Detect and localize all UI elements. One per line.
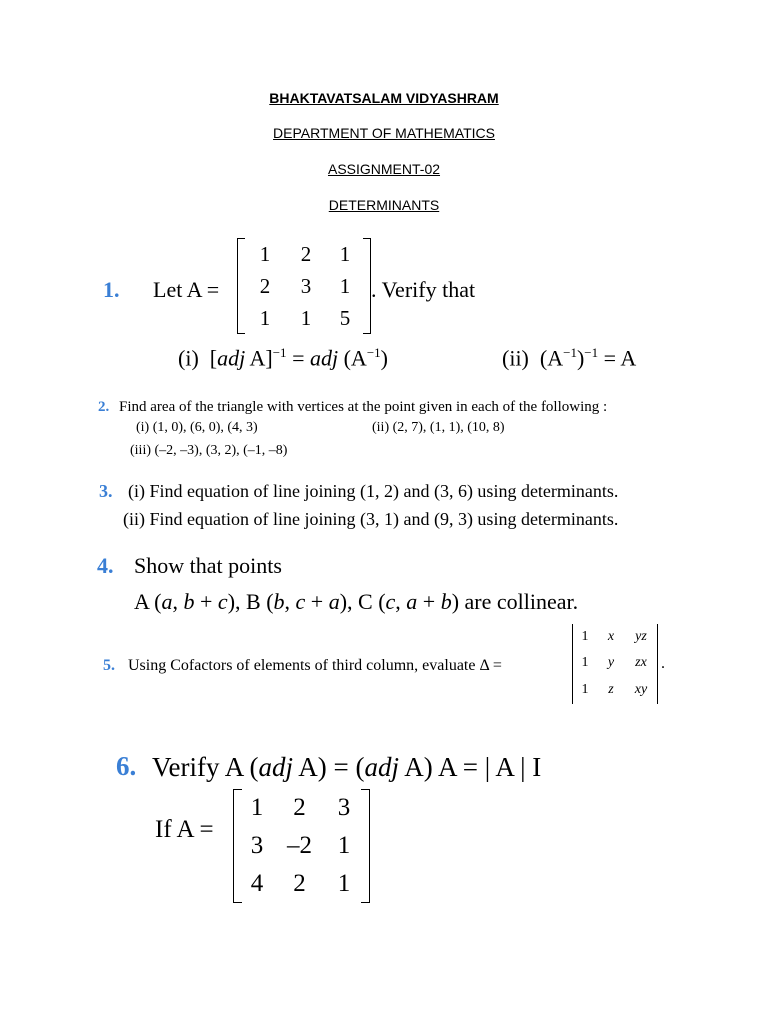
matrix-cell: 3 [300, 274, 312, 298]
matrix-cell: 1 [259, 242, 271, 266]
determinant-cell: 1 [581, 682, 589, 697]
matrix-cell: 4 [250, 870, 264, 897]
determinant-right-bar [657, 624, 658, 704]
determinant-cell: 1 [581, 629, 589, 644]
question-1-tail: . Verify that [371, 277, 476, 302]
question-4-line-2: A (a, b + c), B (b, c + a), C (c, a + b) are collinear. [134, 589, 579, 614]
matrix-cell: 2 [259, 274, 271, 298]
determinant-cell: yz [635, 629, 647, 644]
matrix-cell: 1 [300, 306, 312, 330]
determinant-cell: 1 [581, 655, 589, 670]
matrix-cell: 1 [339, 274, 351, 298]
question-2-text: Find area of the triangle with vertices at the point given in each of the following : [119, 399, 608, 415]
matrix-cell: 5 [339, 306, 351, 330]
question-6-verify: Verify A (adj A) = (adj A) A = | A | I [152, 752, 542, 782]
matrix-cell: 1 [337, 870, 351, 897]
matrix-cell: 1 [339, 242, 351, 266]
question-4-number: 4. [97, 553, 114, 578]
matrix-cell: 1 [337, 832, 351, 859]
matrix-cell: –2 [287, 832, 312, 859]
matrix-cell: 1 [259, 306, 271, 330]
department-title: DEPARTMENT OF MATHEMATICS [273, 125, 495, 141]
question-3-part-ii: (ii) Find equation of line joining (3, 1) and (9, 3) using determinants. [123, 509, 619, 529]
assignment-title: ASSIGNMENT-02 [327, 161, 441, 177]
matrix-cell: 2 [293, 870, 306, 897]
determinant-cell: z [608, 682, 614, 697]
question-1-matrix [237, 238, 371, 334]
matrix-cell: 3 [250, 832, 264, 859]
right-bracket [361, 789, 370, 903]
right-bracket [363, 238, 371, 334]
question-3-number: 3. [99, 481, 113, 501]
question-5-determinant [572, 624, 658, 704]
determinant-left-bar [572, 624, 573, 704]
determinant-cell: y [607, 655, 615, 670]
left-bracket [237, 238, 245, 334]
question-5-end: . [661, 655, 665, 672]
question-1-number: 1. [103, 277, 120, 302]
question-1-part-i: (i) [adj A]$^{-1}$ = adj $(A^{-1})$ [178, 345, 388, 371]
matrix-cell: 2 [293, 794, 306, 821]
question-5-number: 5. [103, 657, 115, 674]
question-6-number: 6. [116, 751, 137, 781]
question-6-matrix [233, 789, 370, 903]
question-2-part-i: (i) (1, 0), (6, 0), (4, 3) [136, 420, 258, 435]
question-1-lead: Let A = [153, 277, 220, 302]
school-name: BHAKTAVATSALAM VIDYASHRAM [269, 90, 499, 106]
question-2-part-ii: (ii) (2, 7), (1, 1), (10, 8) [372, 420, 505, 435]
question-1-part-ii: (ii) $(A^{-1})^{-1} = A$ [502, 345, 637, 371]
matrix-cell: 3 [337, 794, 351, 821]
determinant-cell: zx [635, 655, 647, 670]
determinant-cell: x [607, 629, 615, 644]
question-5-text: Using Cofactors of elements of third column, evaluate Δ = [128, 657, 502, 674]
question-2-part-iii: (iii) (–2, –3), (3, 2), (–1, –8) [130, 443, 288, 458]
topic-title: DETERMINANTS [328, 197, 440, 213]
question-4-line-1: Show that points [134, 553, 282, 578]
left-bracket [233, 789, 242, 903]
matrix-cell: 1 [250, 794, 264, 821]
determinant-cell: xy [634, 682, 648, 697]
question-6-if: If A = [155, 816, 214, 843]
matrix-cell: 2 [300, 242, 312, 266]
question-3-part-i: (i) Find equation of line joining (1, 2) and (3, 6) using determinants. [128, 481, 619, 501]
question-2-number: 2. [98, 399, 110, 415]
